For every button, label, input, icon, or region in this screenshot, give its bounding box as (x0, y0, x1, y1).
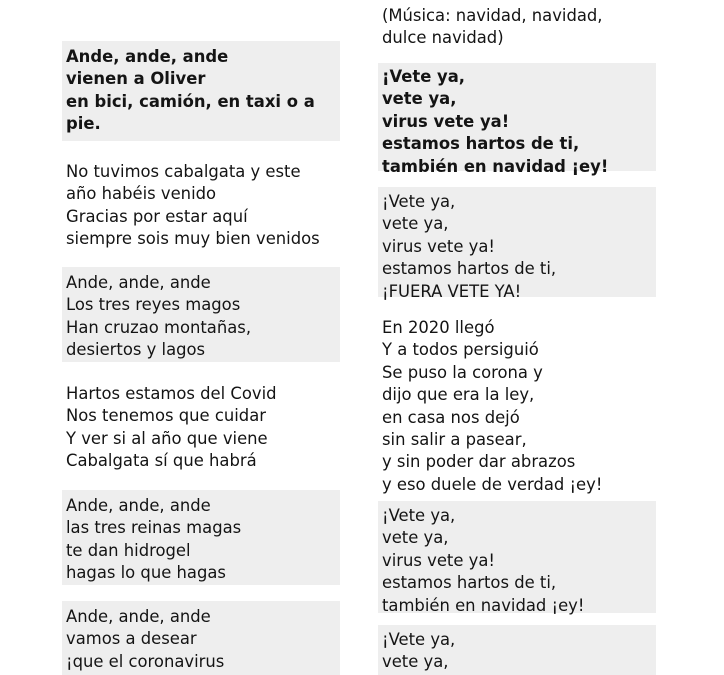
stanza-verse-2 (66, 383, 277, 473)
lyric-line: Los tres reyes magos (66, 295, 241, 315)
lyric-line: y eso duele de verdad ¡ey! (382, 474, 603, 494)
lyric-line: Nos tenemos que cuidar (66, 406, 266, 426)
lyric-line: Cabalgata sí que habrá (66, 451, 257, 471)
stanza-refrain-3 (382, 505, 584, 617)
lyric-line: Ande, ande, ande (66, 273, 211, 292)
lyric-line: En 2020 llegó (382, 318, 495, 337)
lyric-line: virus vete ya! (382, 111, 510, 131)
lyric-line: Hartos estamos del Covid (66, 384, 277, 403)
lyric-line: Y ver si al año que viene (66, 428, 268, 448)
lyric-line: te dan hidrogel (66, 540, 191, 560)
lyric-line: ¡FUERA VETE YA! (382, 281, 522, 301)
stanza-verse-3 (382, 317, 602, 496)
lyric-line: sin salir a pasear, (382, 430, 527, 450)
lyric-line: siempre sois muy bien venidos (66, 229, 320, 249)
stanza-verse-1 (66, 161, 320, 251)
lyric-line: Ande, ande, ande (66, 47, 229, 66)
lyric-line: también en navidad ¡ey! (382, 156, 609, 176)
lyric-line: Han cruzao montañas, (66, 317, 252, 337)
lyric-line: ¡Vete ya, (382, 630, 456, 649)
lyric-line: en casa nos dejó (382, 407, 520, 427)
lyric-line: hagas lo que hagas (66, 563, 226, 583)
lyric-line: virus vete ya! (382, 236, 495, 256)
lyric-line: estamos hartos de ti, (382, 259, 557, 279)
lyric-line: estamos hartos de ti, (382, 134, 580, 154)
lyric-line: y sin poder dar abrazos (382, 452, 576, 472)
lyric-line: dijo que era la ley, (382, 385, 535, 405)
lyric-line: ¡Vete ya, (382, 192, 456, 211)
lyric-line: Ande, ande, ande (66, 607, 211, 626)
lyric-line: ¡Vete ya, (382, 67, 466, 86)
lyric-line: vienen a Oliver (66, 69, 206, 89)
stanza-chorus-1 (66, 46, 315, 136)
lyric-line: dulce navidad) (382, 28, 504, 48)
lyric-line: virus vete ya! (382, 550, 495, 570)
lyric-line: desiertos y lagos (66, 340, 206, 360)
stanza-refrain-1 (382, 66, 608, 178)
stanza-refrain-4 (382, 629, 455, 674)
lyric-line: estamos hartos de ti, (382, 573, 557, 593)
stanza-chorus-2 (66, 272, 251, 362)
lyric-line: ¡que el coronavirus (66, 651, 225, 671)
stanza-chorus-3 (66, 495, 241, 585)
stanza-music-note (382, 5, 603, 50)
lyric-line: Se puso la corona y (382, 362, 543, 382)
lyric-line: vete ya, (382, 528, 449, 548)
lyric-line: Y a todos persiguió (382, 340, 539, 360)
lyric-line: pie. (66, 114, 101, 134)
lyric-line: las tres reinas magas (66, 518, 242, 538)
lyric-line: vete ya, (382, 214, 449, 234)
lyric-line: Ande, ande, ande (66, 496, 211, 515)
lyric-line: ¡Vete ya, (382, 506, 456, 525)
lyric-line: No tuvimos cabalgata y este (66, 162, 301, 181)
lyric-line: año habéis venido (66, 184, 217, 204)
lyric-line: vete ya, (382, 652, 449, 672)
lyric-line: Gracias por estar aquí (66, 206, 248, 226)
stanza-chorus-4 (66, 606, 224, 673)
lyric-line: (Música: navidad, navidad, (382, 6, 603, 25)
lyric-line: también en navidad ¡ey! (382, 595, 585, 615)
lyric-line: vete ya, (382, 89, 457, 109)
lyric-line: vamos a desear (66, 629, 197, 649)
stanza-refrain-2 (382, 191, 556, 303)
lyric-line: en bici, camión, en taxi o a (66, 91, 315, 111)
